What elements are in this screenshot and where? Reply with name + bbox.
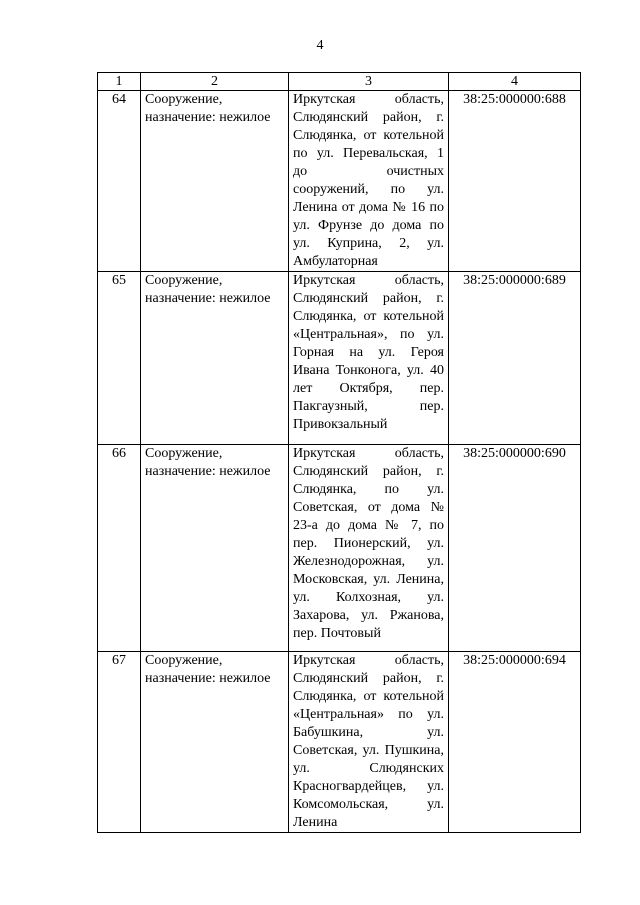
cadastral-number: 38:25:000000:689 <box>449 272 581 445</box>
object-type: Сооружение, назначение: нежилое <box>141 652 289 833</box>
row-number: 66 <box>98 445 141 652</box>
table-row <box>98 652 581 833</box>
object-type: Сооружение, назначение: нежилое <box>141 272 289 445</box>
object-address: Иркутская область, Слюдянский район, г. Слюдянка, по ул. Советская, от дома № 23-а до дома № 7, по пер. Пионерский, ул. Железнодорожная, ул. Московская, ул. Ленина, ул. Колхозная, ул. Захарова, ул. Ржанова, пер. Почтовый <box>289 445 449 652</box>
cadastral-number: 38:25:000000:688 <box>449 91 581 272</box>
object-address: Иркутская область, Слюдянский район, г. Слюдянка, от котельной «Центральная» по ул. Бабушкина, ул. Советская, ул. Пушкина, ул. Слюдянских Красногвардейцев, ул. Комсомольская, ул. Ленина <box>289 652 449 833</box>
column-header: 3 <box>289 73 449 91</box>
page-number: 4 <box>316 38 324 53</box>
column-header: 2 <box>141 73 289 91</box>
object-type: Сооружение, назначение: нежилое <box>141 91 289 272</box>
registry-table <box>97 72 581 833</box>
table-row <box>98 445 581 652</box>
object-type: Сооружение, назначение: нежилое <box>141 445 289 652</box>
object-address: Иркутская область, Слюдянский район, г. Слюдянка, от котельной по ул. Перевальская, 1 до очистных сооружений, по ул. Ленина от дома № 16 по ул. Фрунзе до дома по ул. Куприна, 2, ул. Амбулаторная <box>289 91 449 272</box>
column-header: 1 <box>98 73 141 91</box>
row-number: 65 <box>98 272 141 445</box>
table-row <box>98 272 581 445</box>
column-header: 4 <box>449 73 581 91</box>
row-number: 64 <box>98 91 141 272</box>
header-row <box>98 73 581 91</box>
row-number: 67 <box>98 652 141 833</box>
object-address: Иркутская область, Слюдянский район, г. Слюдянка, от котельной «Центральная», по ул. Горная на ул. Героя Ивана Тонконога, ул. 40 лет Октября, пер. Пакгаузный, пер. Привокзальный <box>289 272 449 445</box>
cadastral-number: 38:25:000000:694 <box>449 652 581 833</box>
table-row <box>98 91 581 272</box>
cadastral-number: 38:25:000000:690 <box>449 445 581 652</box>
